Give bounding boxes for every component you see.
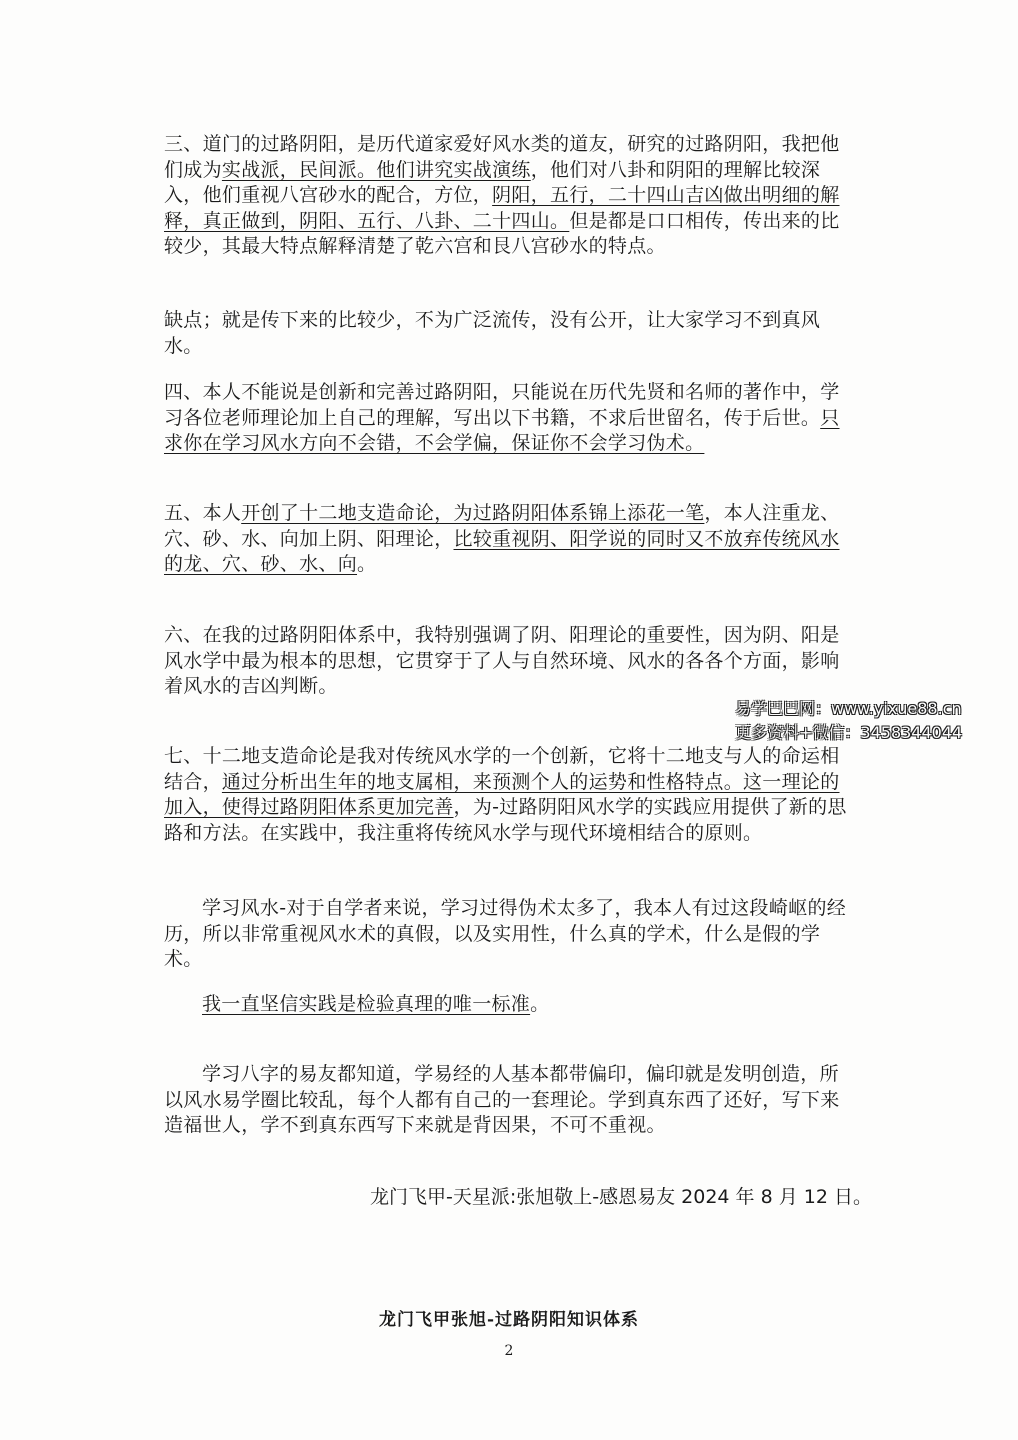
paragraph-seven <box>164 744 858 846</box>
text-run: 四、本人不能说是创新和完善过路阴阳，只能说在历代先贤和名师的著作中，学习各位老师理论加上自己的理解，写出以下书籍，不求后世留名，传于后世。 <box>164 381 840 429</box>
underlined-text: 开创了十二地支造命论，为过路阴阳体系锦上添花一笔 <box>241 502 705 524</box>
text-run: ，为-过路阴阳风水学的实践应用提供了新的思路和方法。在实践中，我注重将传统风水学与现代环境相结合的原则。 <box>164 796 847 844</box>
paragraph-four <box>164 380 858 457</box>
text-run: 但是都是口口相传，传出来的比较少，其最大特点解释清楚了乾六宫和艮八宫砂水的特点。 <box>164 209 840 258</box>
signature-line: 龙门飞甲-天星派:张旭敬上-感恩易友 2024 年 8 月 12 日。 <box>370 1186 872 1208</box>
paragraph-six <box>164 623 858 700</box>
watermark <box>731 695 1017 747</box>
paragraph-three <box>164 132 858 260</box>
paragraph-belief <box>164 992 858 1018</box>
text-run: 三、道门的过路阴阳，是历代道家爱好风水类的道友，研究的过路阴阳，我把他们成为 <box>164 133 840 181</box>
watermark-site-line: 易学巴巴网：www.yixue88.cn <box>735 699 962 718</box>
paragraph-bazi <box>164 1062 858 1139</box>
underlined-text: 通过分析出生年的地支属相，来预测个人的运势和性格特点。这一理论的加入，使得过路阴阳体系更加完善 <box>164 770 840 819</box>
text-run: 六、在我的过路阴阳体系中，我特别强调了阴、阳理论的重要性，因为阴、阳是风水学中最为根本的思想，它贯穿于了人与自然环境、风水的各各个方面，影响着风水的吉凶判断。 <box>164 624 840 698</box>
text-run: 学习八字的易友都知道，学易经的人基本都带偏印，偏印就是发明创造，所以风水易学圈比较乱，每个人都有自己的一套理论。学到真东西了还好，写下来造福世人，学不到真东西写下来就是背因果，不可不重视。 <box>164 1063 840 1137</box>
footer-title: 龙门飞甲张旭-过路阴阳知识体系 <box>378 1310 640 1330</box>
underlined-text: 只求你在学习风水方向不会错，不会学偏，保证你不会学习伪术。 <box>164 406 840 455</box>
text-run: 五、本人 <box>164 502 242 524</box>
text-run: 。 <box>530 993 550 1015</box>
underlined-text: 实战派，民间派。他们讲究实战演练 <box>221 158 531 181</box>
underlined-text: 阴阳，五行，二十四山吉凶做出明细的解释，真正做到，阴阳、五行、八卦、二十四山。 <box>164 184 840 232</box>
text-run: 七、十二地支造命论是我对传统风水学的一个创新，它将十二地支与人的命运相结合， <box>164 745 840 793</box>
paragraph-shortcoming <box>164 308 858 359</box>
text-run: 学习风水-对于自学者来说，学习过得伪术太多了，我本人有过这段崎岖的经历，所以非常重视风水术的真假，以及实用性，什么真的学术，什么是假的学术。 <box>164 897 847 971</box>
text-run: ，他们对八卦和阴阳的理解比较深入，他们重视八宫砂水的配合，方位， <box>164 158 821 207</box>
page-number: 2 <box>504 1343 514 1359</box>
paragraph-five <box>164 501 858 578</box>
underlined-text: 比较重视阴、阳学说的同时又不放弃传统风水的龙、穴、砂、水、向 <box>164 527 840 576</box>
text-run: 。 <box>357 553 377 576</box>
watermark-contact-line: 更多资料+微信：3458344044 <box>735 723 963 742</box>
text-run: 缺点；就是传下来的比较少，不为广泛流传，没有公开，让大家学习不到真风水。 <box>164 309 821 357</box>
text-run: ，本人注重龙、穴、砂、水、向加上阴、阳理论， <box>164 502 840 550</box>
paragraph-learning-fengshui <box>164 896 858 973</box>
underlined-text: 我一直坚信实践是检验真理的唯一标准 <box>202 993 531 1015</box>
